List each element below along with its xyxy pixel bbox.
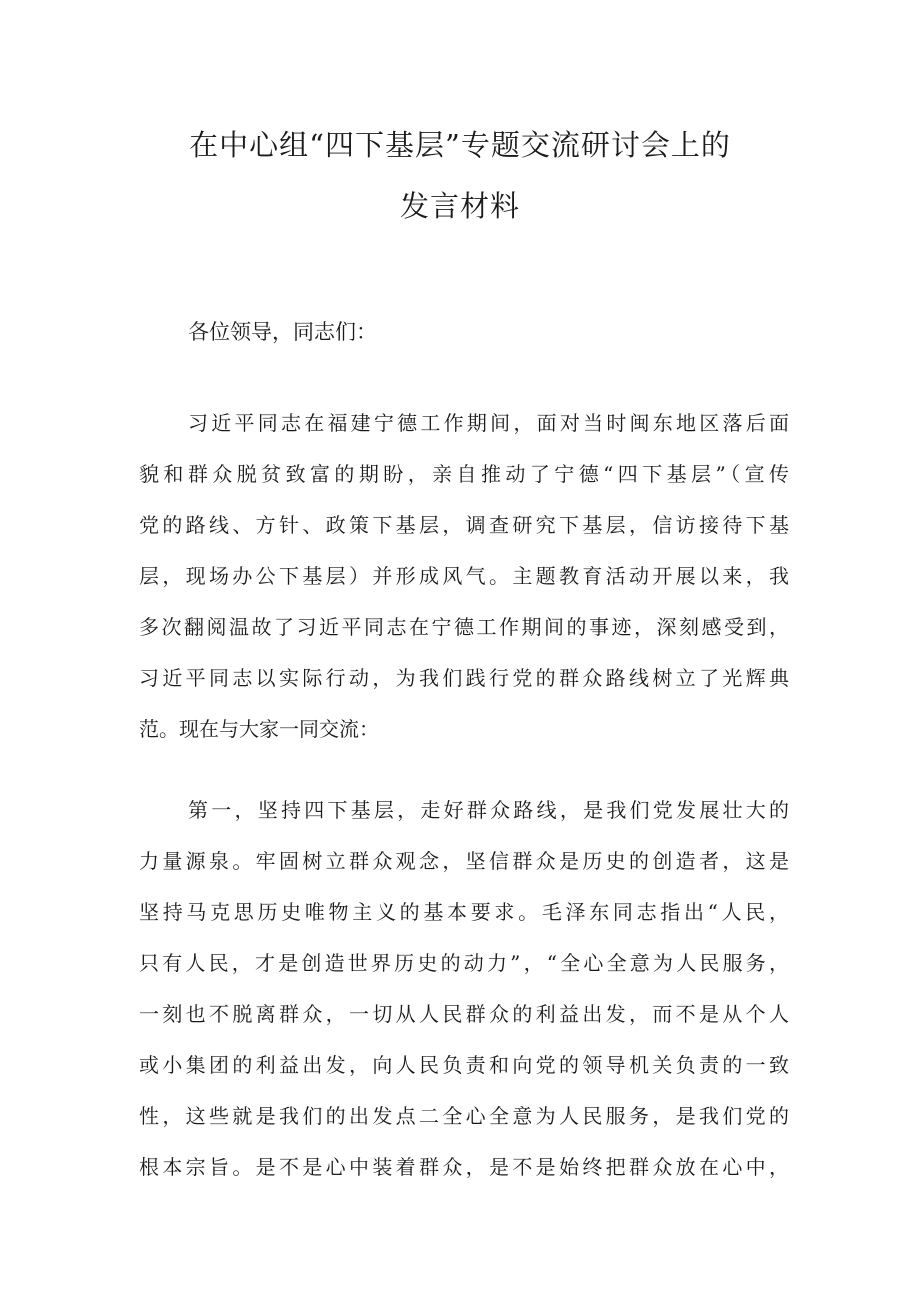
paragraph-line: 范。现在与大家一同交流： — [139, 717, 379, 741]
paragraph-line: 层，现场办公下基层）并形成风气。主题教育活动开展以来，我 — [139, 564, 789, 588]
salutation: 各位领导，同志们： — [188, 320, 377, 344]
paragraph-line: 第一，坚持四下基层，走好群众路线，是我们党发展壮大的 — [188, 798, 789, 822]
paragraph-line: 或小集团的利益出发，向人民负责和向党的领导机关负责的一致 — [139, 1053, 789, 1077]
paragraph-line: 只有人民，才是创造世界历史的动力”，“全心全意为人民服务， — [139, 951, 789, 975]
paragraph-line: 习近平同志以实际行动，为我们践行党的群众路线树立了光辉典 — [139, 666, 789, 690]
paragraph-line: 坚持马克思历史唯物主义的基本要求。毛泽东同志指出“人民， — [139, 900, 789, 924]
document-title-line-1: 在中心组“四下基层”专题交流研讨会上的 — [189, 128, 731, 162]
document-title-line-2: 发言材料 — [399, 189, 520, 223]
paragraph-line: 一刻也不脱离群众，一切从人民群众的利益出发，而不是从个人 — [139, 1002, 789, 1026]
paragraph-line: 性，这些就是我们的出发点二全心全意为人民服务，是我们党的 — [139, 1104, 789, 1128]
paragraph-line: 力量源泉。牢固树立群众观念，坚信群众是历史的创造者，这是 — [139, 849, 789, 873]
paragraph-line: 多次翻阅温故了习近平同志在宁德工作期间的事迹，深刻感受到， — [139, 615, 789, 639]
paragraph-line: 习近平同志在福建宁德工作期间，面对当时闽东地区落后面 — [188, 411, 789, 435]
paragraph-line: 根本宗旨。是不是心中装着群众，是不是始终把群众放在心中， — [139, 1155, 789, 1179]
paragraph-line: 党的路线、方针、政策下基层，调查研究下基层，信访接待下基 — [139, 513, 789, 537]
paragraph-line: 貌和群众脱贫致富的期盼，亲自推动了宁德“四下基层”（宣传 — [139, 462, 789, 486]
